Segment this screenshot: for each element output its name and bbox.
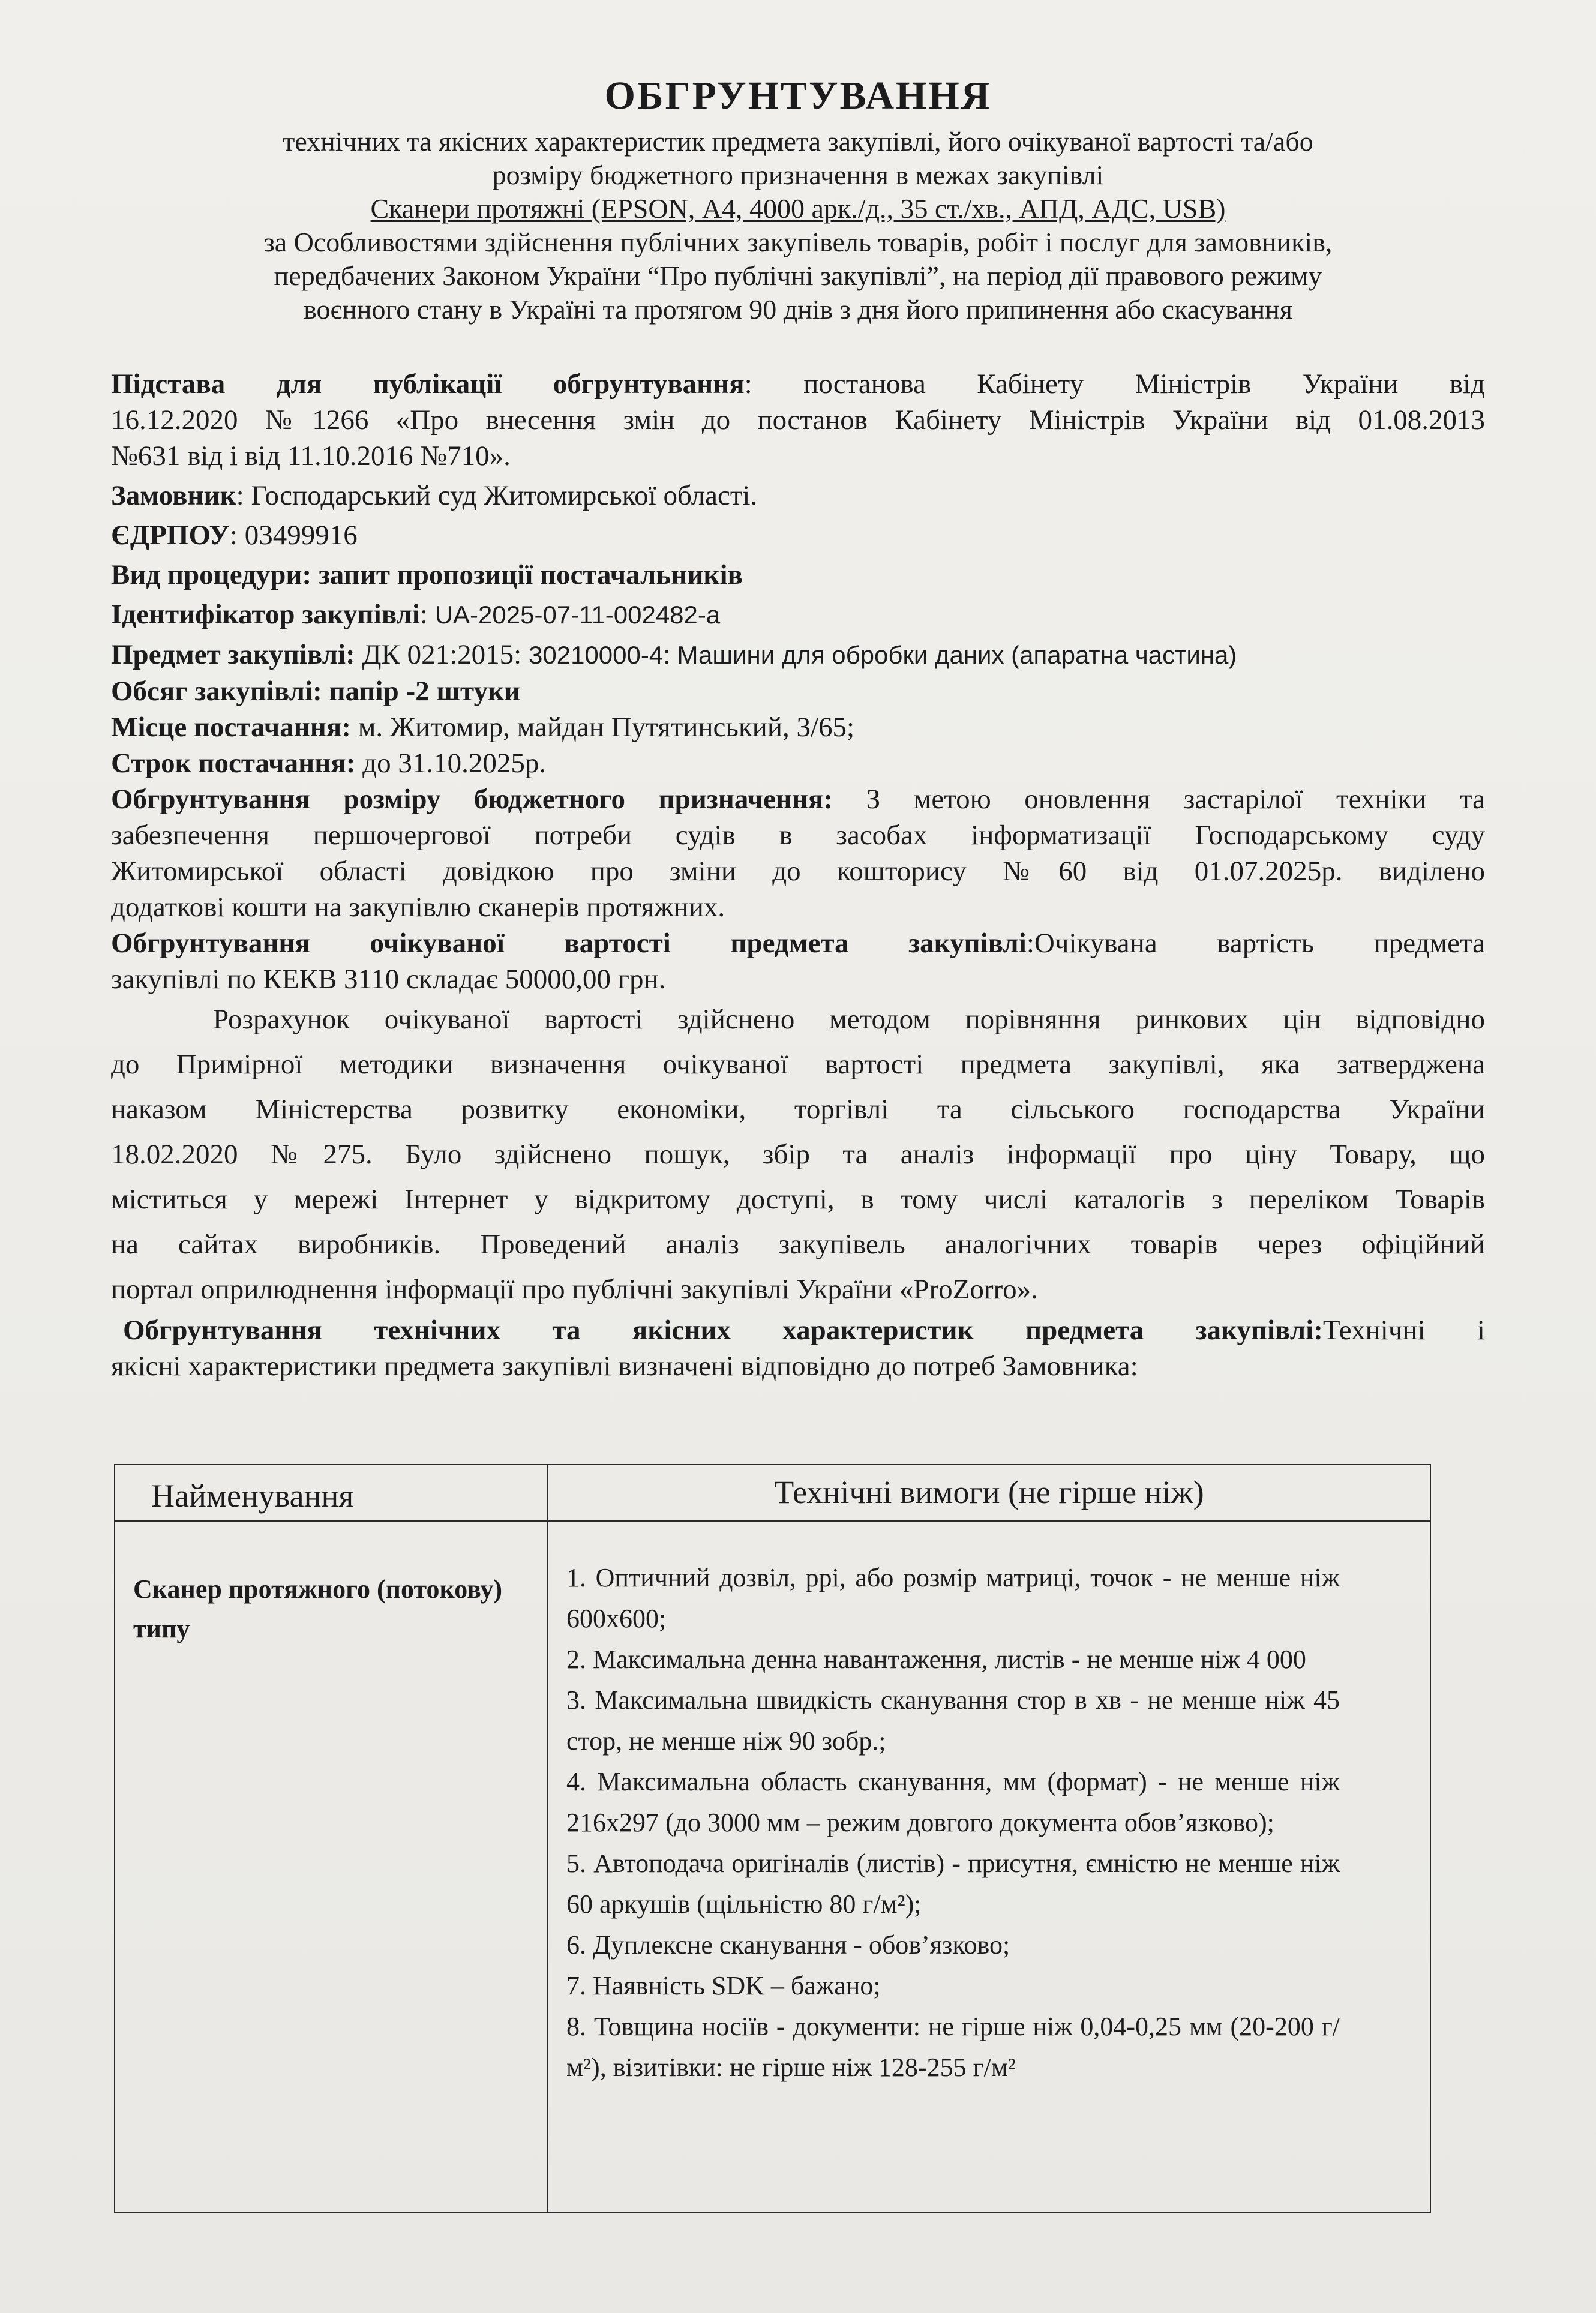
requirements-table bbox=[114, 1464, 1431, 2213]
requirement-item: 7. Наявність SDK – бажано; bbox=[566, 1971, 881, 2000]
budget-line-2: забезпечення першочергової потреби судів в засобах інформатизації Господарському суду bbox=[111, 820, 1485, 851]
subtitle-line-2: розміру бюджетного призначення в межах закупівлі bbox=[492, 160, 1104, 190]
requirement-item: 3. Максимальна швидкість сканування стор в хв - не менше ніж 45 стор, не менше ніж 90 зобр.; bbox=[566, 1685, 1340, 1756]
expected-label: Обгрунтування очікуваної вартості предмета закупівлі bbox=[111, 928, 1027, 959]
budget-line-3: Житомирської області довідкою про зміни до кошторису №60 від 01.07.2025р. виділено bbox=[111, 856, 1485, 887]
requirement-item: 1. Оптичний дозвіл, ppi, або розмір матриці, точок - не менше ніж 600х600; bbox=[566, 1563, 1340, 1633]
budget-label: Обгрунтування розміру бюджетного призначення: bbox=[111, 784, 833, 815]
basis-line-1 bbox=[111, 366, 1485, 402]
calculation-paragraph bbox=[111, 997, 1485, 1312]
expected-text-1: :Очікувана вартість предмета bbox=[1026, 928, 1485, 959]
expected-line-2: закупівлі по КЕКВ 3110 складає 50000,00 грн. bbox=[111, 964, 666, 995]
place-label: Місце постачання: bbox=[111, 712, 351, 743]
subject-code: ДК 021:2015: bbox=[355, 639, 529, 670]
calc-line-4: 18.02.2020 №275. Було здійснено пошук, збір та аналіз інформації про ціну Товару, що bbox=[111, 1139, 1485, 1170]
procurement-id-line bbox=[111, 596, 1485, 633]
requirement-item: 8. Товщина носіїв - документи: не гірше ніж 0,04-0,25 мм (20-200 г/ м²), візитівки: не гірше ніж 128-255 г/м² bbox=[566, 2012, 1340, 2082]
procurement-id-value: UA-2025-07-11-002482-a bbox=[434, 601, 721, 629]
tech-text-1: Технічні і bbox=[1322, 1315, 1485, 1346]
procurement-id-colon: : bbox=[419, 599, 435, 630]
requirements-cell bbox=[548, 1521, 1430, 2212]
customer-label: Замовник bbox=[111, 480, 236, 511]
basis-line-3: №631 від і від 11.10.2016 №710». bbox=[111, 440, 511, 472]
edrpou-line bbox=[111, 517, 1485, 553]
document-title: ОБГРУНТУВАННЯ bbox=[604, 74, 992, 118]
subject-label: Предмет закупівлі: bbox=[111, 639, 355, 670]
budget-line-4: додаткові кошти на закупівлю сканерів протяжних. bbox=[111, 892, 725, 923]
calc-line-2: до Примірної методики визначення очікуваної вартості предмета закупівлі, яка затверджена bbox=[111, 1049, 1485, 1080]
subtitle-line-5: передбачених Законом України “Про публічні закупівлі”, на період дії правового режиму bbox=[274, 260, 1322, 291]
subtitle-line-6: воєнного стану в Україні та протягом 90 днів з дня його припинення або скасування bbox=[304, 294, 1292, 325]
table-header-row bbox=[115, 1465, 1430, 1521]
place-value: м. Житомир, майдан Путятинський, 3/65; bbox=[350, 712, 855, 743]
procurement-subject-title: Сканери протяжні (EPSON, А4, 4000 арк./д., 35 ст./хв., АПД, АДС, USB) bbox=[370, 193, 1226, 224]
term-value: до 31.10.2025р. bbox=[355, 748, 547, 779]
calc-line-6: на сайтах виробників. Проведений аналіз закупівель аналогічних товарів через офіційний bbox=[111, 1229, 1485, 1260]
requirement-item: 2. Максимальна денна навантаження, листів - не менше ніж 4 000 bbox=[566, 1645, 1306, 1674]
document-header bbox=[108, 71, 1488, 326]
procedure-label: Вид процедури bbox=[111, 559, 302, 590]
procurement-id-label: Ідентифікатор закупівлі bbox=[111, 599, 420, 630]
budget-text-1: З метою оновлення застарілої техніки та bbox=[833, 784, 1485, 815]
basis-line-2: 16.12.2020 №1266 «Про внесення змін до постанов Кабінету Міністрів України від 01.08.2013 bbox=[111, 404, 1485, 436]
calc-line-7: портал оприлюднення інформації про публічні закупівлі України «ProZorro». bbox=[111, 1274, 1038, 1305]
basis-text-1: : постанова Кабінету Міністрів України від bbox=[744, 368, 1486, 400]
document-body bbox=[111, 366, 1485, 1384]
procedure-value: : запит пропозиції постачальників bbox=[302, 559, 743, 590]
column-header-requirements: Технічні вимоги (не гірше ніж) bbox=[548, 1465, 1430, 1521]
requirement-item: 6. Дуплексне сканування - обов’язково; bbox=[566, 1930, 1010, 1960]
item-name-cell: Сканер протяжного (потокову) типу bbox=[115, 1521, 548, 2212]
table-row bbox=[115, 1521, 1430, 2212]
place-line bbox=[111, 709, 1485, 745]
tech-label: Обгрунтування технічних та якісних характеристик предмета закупівлі: bbox=[123, 1315, 1323, 1346]
edrpou-value: : 03499916 bbox=[229, 520, 358, 551]
calc-line-5: міститься у мережі Інтернет у відкритому доступі, в тому числі каталогів з переліком Товарів bbox=[111, 1184, 1485, 1215]
subtitle-line-1: технічних та якісних характеристик предмета закупівлі, його очікуваної вартості та/або bbox=[283, 126, 1313, 157]
volume-line: Обсяг закупівлі: папір -2 штуки bbox=[111, 676, 521, 707]
subject-cpv: 30210000-4: Машини для обробки даних (апаратна частина) bbox=[529, 641, 1237, 669]
basis-label: Підстава для публікації обгрунтування bbox=[111, 368, 745, 400]
tech-line-1 bbox=[111, 1312, 1485, 1348]
subject-line bbox=[111, 637, 1485, 673]
edrpou-label: ЄДРПОУ bbox=[111, 520, 230, 551]
customer-value: : Господарський суд Житомирської області. bbox=[236, 480, 758, 511]
column-header-name: Найменування bbox=[115, 1465, 548, 1521]
customer-line bbox=[111, 478, 1485, 514]
tech-line-2: якісні характеристики предмета закупівлі визначені відповідно до потреб Замовника: bbox=[111, 1351, 1138, 1382]
expected-line-1 bbox=[111, 925, 1485, 961]
term-line bbox=[111, 745, 1485, 781]
term-label: Строк постачання: bbox=[111, 748, 356, 779]
subtitle-line-4: за Особливостями здійснення публічних закупівель товарів, робіт і послуг для замовників, bbox=[263, 227, 1333, 257]
calc-line-3: наказом Міністерства розвитку економіки, торгівлі та сільського господарства України bbox=[111, 1094, 1485, 1125]
procedure-line bbox=[111, 557, 1485, 593]
requirement-item: 4. Максимальна область сканування, мм (формат) - не менше ніж 216х297 (до 3000 мм – режим довгого документа обов’язково); bbox=[566, 1767, 1340, 1837]
calc-line-1: Розрахунок очікуваної вартості здійснено методом порівняння ринкових цін відповідно bbox=[213, 1004, 1485, 1035]
budget-line-1 bbox=[111, 781, 1485, 817]
requirement-item: 5. Автоподача оригіналів (листів) - присутня, ємністю не менше ніж 60 аркушів (щільністю 80 г/м²); bbox=[566, 1849, 1340, 1919]
